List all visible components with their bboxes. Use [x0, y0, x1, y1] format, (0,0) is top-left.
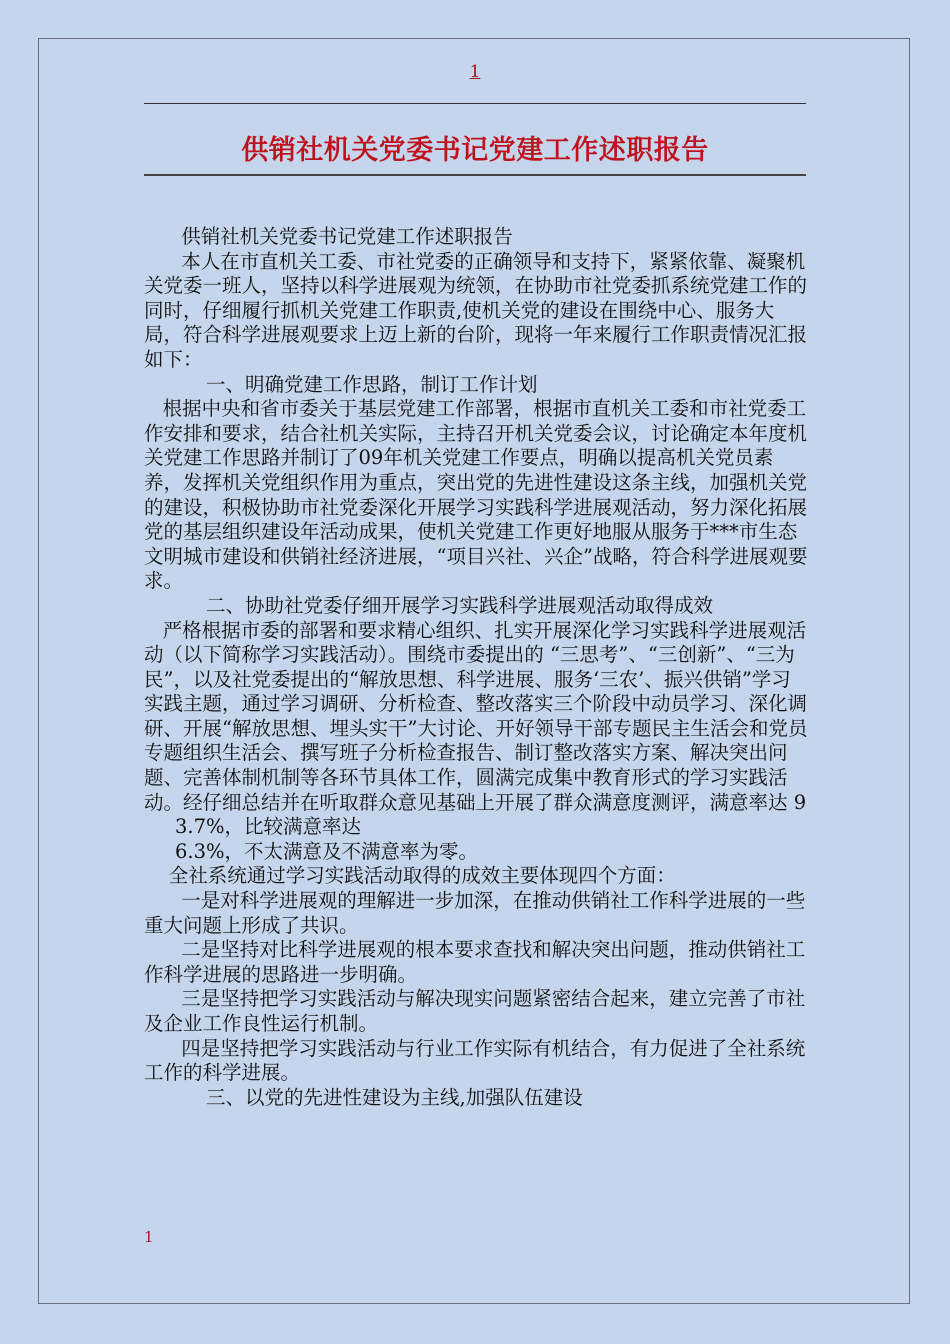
- body-paragraph-outcome-4: 四是坚持把学习实践活动与行业工作实际有机结合，有力促进了全社系统工作的科学进展。: [144, 1036, 806, 1085]
- body-paragraph-outcomes-intro: 全社系统通过学习实践活动取得的成效主要体现四个方面：: [144, 864, 676, 888]
- body-line-satisfaction: 3.7%，比较满意率达: [144, 815, 362, 839]
- section-heading-3: 三、以党的先进性建设为主线,加强队伍建设: [144, 1085, 583, 1109]
- section-heading-1: 一、明确党建工作思路，制订工作计划: [144, 372, 538, 396]
- document-body: [144, 225, 810, 1110]
- body-paragraph-section-2: 严格根据市委的部署和要求精心组织、扎实开展深化学习实践科学进展观活动（以下简称学习实践活动）。围绕市委提出的 “三思考”、“三创新”、“三为民”，以及社党委提出的“解放思想、科学进展、服务‘三农’、振兴供销”学习实践主题，通过学习调研、分析检查、整改落实三个阶段中动员学习、深化调研、开展“解放思想、埋头实干”大讨论、开好领导干部专题民主生活会和党员专题组织生活会、撰写班子分析检查报告、制订整改落实方案、解决突出问题、完善体制机制等各环节具体工作，圆满完成集中教育形式的学习实践活动。经仔细总结并在听取群众意见基础上开展了群众满意度测评，满意率达 9: [144, 618, 808, 814]
- header-divider: [144, 103, 806, 104]
- title-divider: [144, 174, 806, 176]
- body-line-dissatisfaction: 6.3%，不太满意及不满意率为零。: [144, 839, 479, 863]
- body-paragraph-section-1: 根据中央和省市委关于基层党建工作部署，根据市直机关工委和市社党委工作安排和要求，结合社机关实际，主持召开机关党委会议，讨论确定本年度机关党建工作思路并制订了09年机关党建工作要点，明确以提高机关党员素养，发挥机关党组织作用为重点，突出党的先进性建设这条主线，加强机关党的建设，积极协助市社党委深化开展学习实践科学进展观活动，努力深化拓展党的基层组织建设年活动成果，使机关党建工作更好地服从服务于***市生态文明城市建设和供销社经济进展，“项目兴社、兴企”战略，符合科学进展观要求。: [144, 397, 808, 593]
- footer-page-number: 1: [144, 1228, 154, 1246]
- header-page-number: 1: [469, 62, 481, 82]
- body-paragraph-outcome-2: 二是坚持对比科学进展观的根本要求查找和解决突出问题，推动供销社工作科学进展的思路进一步明确。: [144, 938, 806, 986]
- body-paragraph-intro: 本人在市直机关工委、市社党委的正确领导和支持下，紧紧依靠、凝聚机关党委一班人，坚持以科学进展观为统领，在协助市社党委抓系统党建工作的同时，仔细履行抓机关党建工作职责,使机关党的建设在围绕中心、服务大局，符合科学进展观要求上迈上新的台阶，现将一年来履行工作职责情况汇报如下：: [144, 249, 808, 371]
- body-paragraph-outcome-1: 一是对科学进展观的理解进一步加深，在推动供销社工作科学进展的一些重大问题上形成了共识。: [144, 889, 806, 937]
- document-title: 供销社机关党委书记党建工作述职报告: [241, 135, 709, 166]
- body-subtitle: 供销社机关党委书记党建工作述职报告: [144, 225, 513, 248]
- body-paragraph-outcome-3: 三是坚持把学习实践活动与解决现实问题紧密结合起来，建立完善了市社及企业工作良性运行机制。: [144, 987, 806, 1035]
- section-heading-2: 二、协助社党委仔细开展学习实践科学进展观活动取得成效: [144, 593, 714, 617]
